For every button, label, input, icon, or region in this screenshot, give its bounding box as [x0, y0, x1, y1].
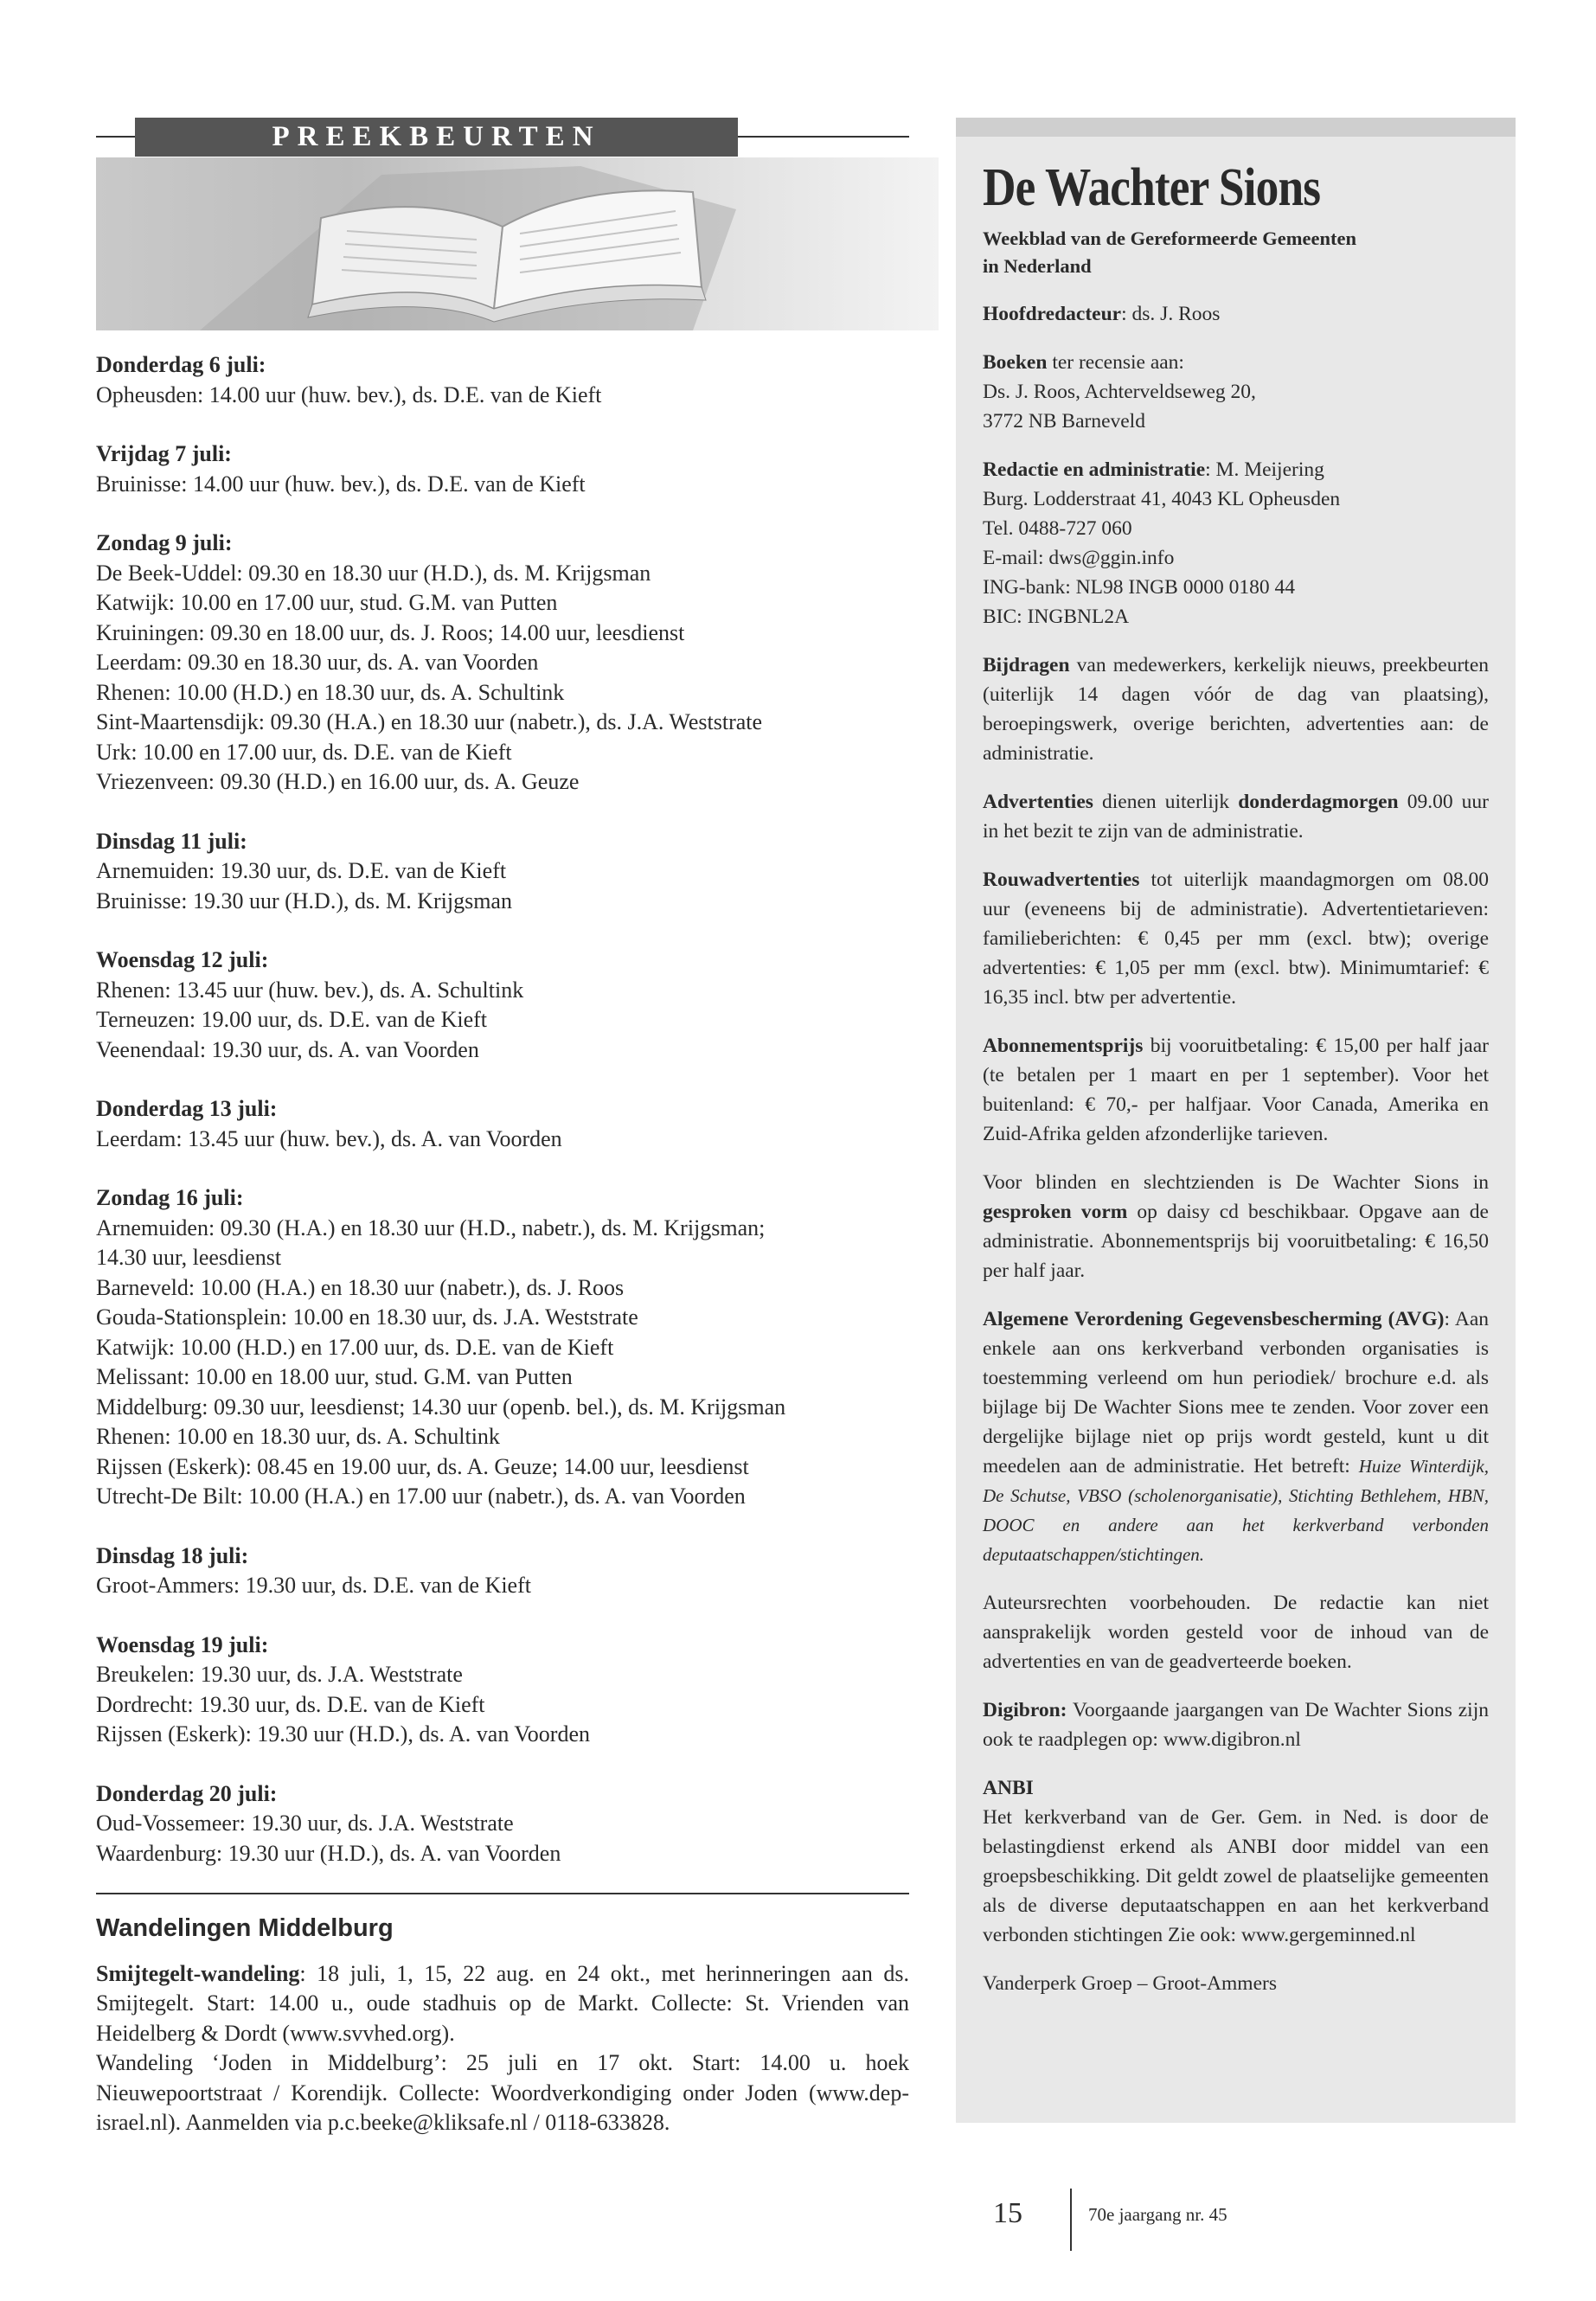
avg-text: : Aan enkele aan ons kerkverband verbonden organisaties is toestemming verleend om hun periodiek/ brochure e.d. als bijlage bij De Wachter Sions mee te zenden. Voor zover een dergelijke bijlage niet op prijs wordt gesteld, kunt u dit meedelen aan de administratie. Het betreft:: [983, 1308, 1489, 1477]
avg-block: [983, 1304, 1489, 1569]
schedule-entry: De Beek-Uddel: 09.30 en 18.30 uur (H.D.), ds. M. Krijgsman: [96, 560, 651, 586]
schedule-entry: Opheusden: 14.00 uur (huw. bev.), ds. D.E. van de Kieft: [96, 381, 602, 407]
ads-text: 09.00 uur in het bezit te zijn van de administratie.: [983, 791, 1489, 843]
schedule-day: [96, 439, 909, 499]
admin-block: [983, 455, 1489, 631]
section-divider: [96, 1893, 909, 1894]
audio-edition-bold: gesproken vorm: [983, 1201, 1128, 1223]
admin-bank: ING-bank: NL98 INGB 0000 0180 44: [983, 576, 1295, 599]
footer-rule: [1070, 2189, 1072, 2251]
walks-title: Wandelingen Middelburg: [96, 1914, 394, 1942]
admin-value: : M. Meijering: [1205, 458, 1324, 481]
masthead-title: De Wachter Sions: [983, 158, 1321, 217]
digibron-block: [983, 1695, 1489, 1754]
schedule-entry: Breukelen: 19.30 uur, ds. J.A. Weststrate: [96, 1662, 463, 1687]
subscription-text: bij vooruitbetaling: € 15,00 per half jaar (te betalen per 1 maart en per 1 september). Voor het buitenland: € 70,- per halfjaar. Voor Canada, Amerika en Zuid-Afrika gelden afzonderlijke tarieven.: [983, 1035, 1489, 1145]
books-address-line: Ds. J. Roos, Achterveldseweg 20,: [983, 381, 1256, 403]
schedule-day: [96, 350, 909, 410]
section-header: PREEKBEURTEN: [135, 118, 738, 157]
ads-label: Advertenties: [983, 791, 1093, 813]
books-block: [983, 348, 1489, 436]
admin-address: Burg. Lodderstraat 41, 4043 KL Opheusden: [983, 488, 1341, 510]
admin-bic: BIC: INGBNL2A: [983, 606, 1130, 628]
schedule-entry: Utrecht-De Bilt: 10.00 (H.A.) en 17.00 uur (nabetr.), ds. A. van Voorden: [96, 1484, 746, 1509]
anbi-label: ANBI: [983, 1777, 1034, 1799]
schedule-entry: Gouda-Stationsplein: 10.00 en 18.30 uur, ds. J.A. Weststrate: [96, 1304, 638, 1330]
schedule-entry: Vriezenveen: 09.30 (H.D.) en 16.00 uur, ds. A. Geuze: [96, 769, 580, 794]
schedule-entry: Veenendaal: 19.30 uur, ds. A. van Voorden: [96, 1036, 479, 1062]
editor-label: Hoofdredacteur: [983, 303, 1122, 325]
admin-label: Redactie en administratie: [983, 458, 1206, 481]
schedule-day: [96, 1094, 909, 1154]
volume-info: 70e jaargang nr. 45: [1088, 2204, 1227, 2225]
audio-edition-block: [983, 1168, 1489, 1285]
schedule-day-title: Zondag 9 juli:: [96, 530, 233, 555]
schedule-entry: Dordrecht: 19.30 uur, ds. D.E. van de Kieft: [96, 1691, 485, 1717]
schedule-entry: Groot-Ammers: 19.30 uur, ds. D.E. van de Kieft: [96, 1573, 531, 1598]
mourning-ads-block: [983, 865, 1489, 1012]
schedule-entry: Terneuzen: 19.00 uur, ds. D.E. van de Kieft: [96, 1007, 488, 1032]
schedule-day-title: Donderdag 6 juli:: [96, 352, 266, 377]
schedule-day-title: Dinsdag 18 juli:: [96, 1542, 249, 1568]
masthead-subtitle-line-2: in Nederland: [983, 255, 1092, 277]
schedule-entry: Katwijk: 10.00 en 17.00 uur, stud. G.M. van Putten: [96, 590, 558, 615]
page-number: 15: [993, 2197, 1022, 2229]
schedule-entry: Middelburg: 09.30 uur, leesdienst; 14.30 uur (openb. bel.), ds. M. Krijgsman: [96, 1394, 786, 1420]
masthead-subtitle-line-1: Weekblad van de Gereformeerde Gemeenten: [983, 228, 1356, 249]
schedule-entry: Sint-Maartensdijk: 09.30 (H.A.) en 18.30 uur (nabetr.), ds. J.A. Weststrate: [96, 709, 763, 734]
masthead-subtitle: [983, 225, 1489, 280]
admin-phone: Tel. 0488-727 060: [983, 517, 1132, 540]
schedule-day: [96, 827, 909, 917]
masthead-panel: [956, 118, 1516, 2123]
contributions-label: Bijdragen: [983, 654, 1070, 676]
schedule-entry: Kruiningen: 09.30 en 18.00 uur, ds. J. Roos; 14.00 uur, leesdienst: [96, 619, 685, 645]
anbi-text: Het kerkverband van de Ger. Gem. in Ned. is door de belastingdienst erkend als ANBI door middel van een groepsbeschikking. Dit geldt zowel de plaatselijke gemeenten als de diverse deputaatschappen en aan het kerkverband verbonden stichtingen Zie ook: www.gergeminned.nl: [983, 1806, 1489, 1946]
ads-mid-text: dienen uiterlijk: [1093, 791, 1239, 813]
schedule-day: [96, 1183, 909, 1512]
subscription-block: [983, 1031, 1489, 1149]
ads-deadline-day: donderdagmorgen: [1238, 791, 1399, 813]
schedule-day-title: Zondag 16 juli:: [96, 1185, 244, 1210]
digibron-label: Digibron:: [983, 1699, 1067, 1721]
books-postal-line: 3772 NB Barneveld: [983, 410, 1145, 433]
walks-p1-text: : 18 juli, 1, 15, 22 aug. en 24 okt., met herinneringen aan ds. Smijtegelt. Start: 14.00 u., oude stadhuis op de Markt. Collecte: St. Vrienden van Heidelberg & Dordt (www.svvhed.org).: [96, 1960, 909, 2046]
mourning-ads-text: tot uiterlijk maandagmorgen om 08.00 uur (eveneens bij de administratie). Advertentietarieven: familieberichten: € 0,45 per mm (excl. btw); overige advertenties: € 1,05 per mm (excl. btw). Minimumtarief: € 16,35 incl. btw per advertentie.: [983, 868, 1489, 1009]
schedule-entry: Urk: 10.00 en 17.00 uur, ds. D.E. van de Kieft: [96, 739, 512, 765]
avg-label: Algemene Verordening Gegevensbescherming (AVG): [983, 1308, 1445, 1330]
schedule-entry: 14.30 uur, leesdienst: [96, 1245, 282, 1270]
digibron-text: Voorgaande jaargangen van De Wachter Sions zijn ook te raadplegen op: www.digibron.nl: [983, 1699, 1489, 1751]
schedule-entry: Waardenburg: 19.30 uur (H.D.), ds. A. van Voorden: [96, 1840, 561, 1866]
editor-block: [983, 299, 1489, 329]
schedule-entry: Leerdam: 09.30 en 18.30 uur, ds. A. van Voorden: [96, 650, 539, 675]
schedule-entry: Rijssen (Eskerk): 08.45 en 19.00 uur, ds. A. Geuze; 14.00 uur, leesdienst: [96, 1453, 749, 1479]
schedule-entry: Oud-Vossemeer: 19.30 uur, ds. J.A. Weststrate: [96, 1811, 514, 1836]
editor-value: : ds. J. Roos: [1121, 303, 1221, 325]
audio-edition-pre: Voor blinden en slechtzienden is De Wachter Sions in: [983, 1171, 1489, 1194]
subscription-label: Abonnementsprijs: [983, 1035, 1144, 1057]
admin-email: E-mail: dws@ggin.info: [983, 547, 1175, 569]
schedule-entry: Rhenen: 13.45 uur (huw. bev.), ds. A. Schultink: [96, 977, 524, 1003]
schedule-day: [96, 1541, 909, 1601]
schedule-day-title: Woensdag 19 juli:: [96, 1631, 269, 1657]
schedule-list: [96, 350, 909, 1898]
schedule-entry: Leerdam: 13.45 uur (huw. bev.), ds. A. van Voorden: [96, 1125, 562, 1151]
books-value: ter recensie aan:: [1047, 351, 1184, 374]
schedule-entry: Rijssen (Eskerk): 19.30 uur (H.D.), ds. A. van Voorden: [96, 1721, 590, 1747]
schedule-day-title: Vrijdag 7 juli:: [96, 441, 232, 466]
schedule-entry: Katwijk: 10.00 (H.D.) en 17.00 uur, ds. D.E. van de Kieft: [96, 1334, 614, 1360]
schedule-day-title: Donderdag 13 juli:: [96, 1096, 278, 1121]
audio-edition-post: op daisy cd beschikbaar. Opgave aan de administratie. Abonnementsprijs bij vooruitbetaling: € 16,50 per half jaar.: [983, 1201, 1489, 1282]
schedule-day: [96, 945, 909, 1065]
schedule-entry: Arnemuiden: 09.30 (H.A.) en 18.30 uur (H.D., nabetr.), ds. M. Krijgsman;: [96, 1215, 766, 1240]
avg-italic-list: Huize Winterdijk, De Schutse, VBSO (scholenorganisatie), Stichting Bethlehem, HBN, DOOC en andere aan het kerkverband verbonden deputaatschappen/stichtingen.: [983, 1456, 1489, 1565]
contributions-text: van medewerkers, kerkelijk nieuws, preekbeurten (uiterlijk 14 dagen vóór de dag van plaatsing), beroepingswerk, overige berichten, advertenties aan: de administratie.: [983, 654, 1489, 765]
schedule-day-title: Woensdag 12 juli:: [96, 947, 269, 972]
schedule-day: [96, 1631, 909, 1750]
schedule-entry: Bruinisse: 19.30 uur (H.D.), ds. M. Krijgsman: [96, 888, 512, 913]
schedule-entry: Barneveld: 10.00 (H.A.) en 18.30 uur (nabetr.), ds. J. Roos: [96, 1274, 625, 1300]
ads-block: [983, 787, 1489, 846]
open-bible-image: [96, 157, 939, 330]
schedule-entry: Melissant: 10.00 en 18.00 uur, stud. G.M. van Putten: [96, 1364, 573, 1389]
anbi-block: [983, 1773, 1489, 1950]
schedule-entry: Bruinisse: 14.00 uur (huw. bev.), ds. D.E. van de Kieft: [96, 471, 586, 497]
walks-paragraph-1: [96, 1959, 909, 2049]
walks-p1-bold: Smijtegelt-wandeling: [96, 1960, 300, 1986]
schedule-day: [96, 529, 909, 798]
books-label: Boeken: [983, 351, 1048, 374]
schedule-entry: Rhenen: 10.00 (H.D.) en 18.30 uur, ds. A. Schultink: [96, 679, 565, 705]
copyright-block: Auteursrechten voorbehouden. De redactie kan niet aansprakelijk worden gesteld voor de inhoud van de advertenties en van de geadverteerde boeken.: [983, 1592, 1489, 1673]
schedule-day: [96, 1779, 909, 1869]
schedule-day-title: Donderdag 20 juli:: [96, 1780, 278, 1806]
contributions-block: [983, 651, 1489, 768]
walks-section: [96, 1913, 909, 2138]
schedule-day-title: Dinsdag 11 juli:: [96, 828, 247, 854]
schedule-entry: Arnemuiden: 19.30 uur, ds. D.E. van de Kieft: [96, 858, 507, 883]
mourning-ads-label: Rouwadvertenties: [983, 868, 1140, 891]
printer-line: Vanderperk Groep – Groot-Ammers: [983, 1972, 1277, 1995]
schedule-entry: Rhenen: 10.00 en 18.30 uur, ds. A. Schultink: [96, 1424, 500, 1449]
walks-paragraph-2: Wandeling ‘Joden in Middelburg’: 25 juli en 17 okt. Start: 14.00 u. hoek Nieuwepoortstraat / Korendijk. Collecte: Woordverkondiging onder Joden (www.dep-israel.nl). Aanmelden via p.c.beeke@kliksafe.nl / 0118-633828.: [96, 2050, 909, 2135]
